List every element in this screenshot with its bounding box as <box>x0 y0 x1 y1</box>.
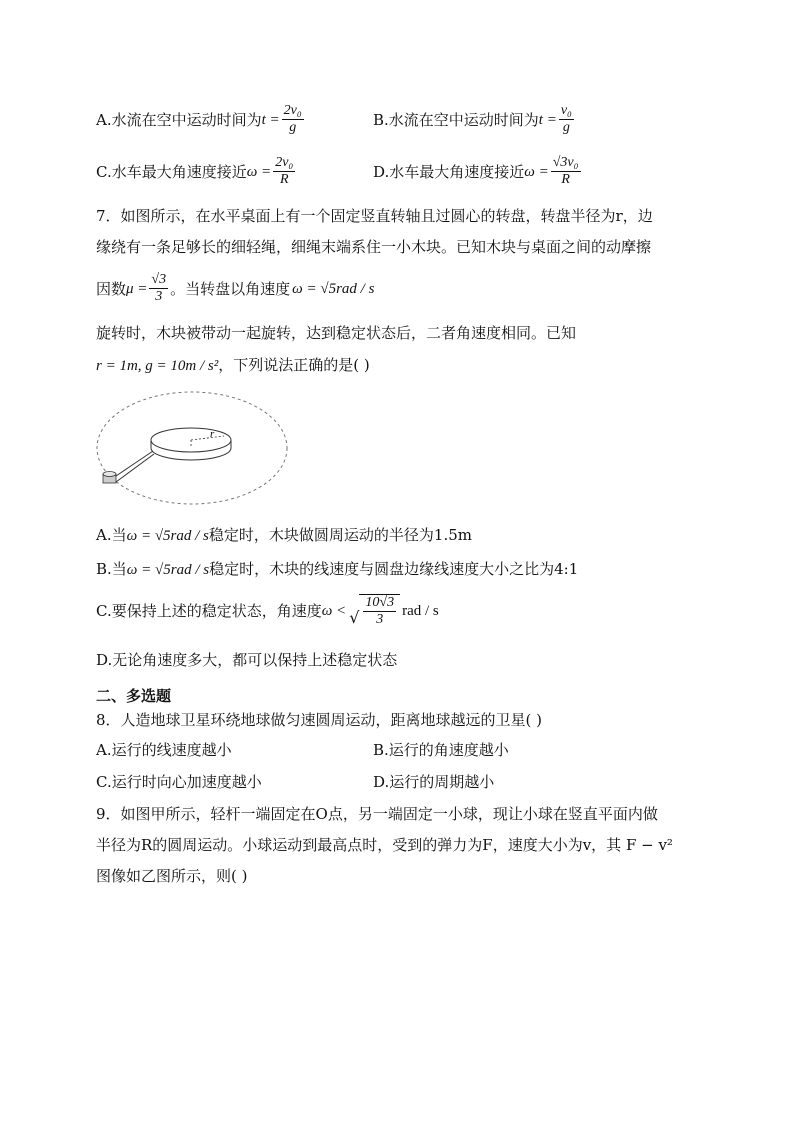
q7-option-a-text-a: A.当 <box>96 526 127 544</box>
q7-option-d: D.无论角速度多大，都可以保持上述稳定状态 <box>96 651 398 669</box>
q6-option-d-text: D.水车最大角速度接近 <box>373 162 525 181</box>
q7-option-c-radicand <box>359 594 400 628</box>
q7-stem-line-2: 缘绕有一条足够长的细轻绳，细绳末端系住一小木块。已知木块与桌面之间的动摩擦 <box>96 238 652 256</box>
q8-option-b: B.运行的角速度越小 <box>373 741 509 759</box>
q6-option-b <box>373 103 576 136</box>
q8-stem: 8．人造地球卫星环绕地球做匀速圆周运动，距离地球越远的卫星( ) <box>96 711 543 729</box>
q7-stem-line-5-text: ，下列说法正确的是( ) <box>218 356 370 374</box>
q6-option-c-fraction <box>273 155 295 188</box>
q7-turntable-figure <box>94 388 290 508</box>
q7-omega-value: ω = √5rad / s <box>292 280 375 297</box>
q7-given-values: r = 1m, g = 10m / s² <box>96 358 219 374</box>
q6-option-d <box>373 155 583 188</box>
q6-option-c <box>96 155 297 188</box>
q6-option-c-numerator: 2v₀ <box>275 155 294 170</box>
q6-option-a-numerator: 2v₀ <box>283 103 302 118</box>
q6-option-d-numerator: √3v₀ <box>552 155 579 170</box>
q6-option-c-lhs: ω = <box>246 163 272 180</box>
q7-option-c-unit: rad / s <box>402 603 439 619</box>
q7-rope <box>116 451 153 476</box>
q7-option-c-radical <box>349 594 400 628</box>
q6-option-c-text: C.水车最大角速度接近 <box>96 162 247 181</box>
q7-option-c-text: C.要保持上述的稳定状态，角速度 <box>96 602 322 620</box>
q6-option-b-fraction <box>559 103 574 136</box>
q8-option-d: D.运行的周期越小 <box>373 773 495 791</box>
sqrt-icon: √ <box>349 608 360 627</box>
q7-option-a-text-b: 稳定时，木块做圆周运动的半径为1.5m <box>208 526 472 544</box>
q7-option-a <box>96 525 472 546</box>
q8-option-c: C.运行时向心加速度越小 <box>96 773 262 791</box>
q7-stem-line-3 <box>96 272 374 305</box>
q6-option-d-fraction <box>551 155 581 188</box>
q7-mu-fraction <box>149 272 168 305</box>
q7-stem-line-5 <box>96 355 370 376</box>
q6-option-b-numerator: v₀ <box>560 103 572 118</box>
q7-option-a-math: ω = √5rad / s <box>126 528 209 544</box>
q9-stem-line-2: 半径为R的圆周运动。小球运动到最高点时，受到的弹力为F，速度大小为v，其 F − v² <box>96 836 673 854</box>
q7-mu-numerator: √3 <box>151 272 167 287</box>
q7-option-b-text-b: 稳定时，木块的线速度与圆盘边缘线速度大小之比为4:1 <box>209 560 579 578</box>
q7-block-top <box>103 472 116 477</box>
q7-stem-line-4: 旋转时，木块被带动一起旋转，达到稳定状态后，二者角速度相同。已知 <box>96 324 577 342</box>
q9-stem-line-1: 9．如图甲所示，轻杆一端固定在O点，另一端固定一小球，现让小球在竖直平面内做 <box>96 805 658 823</box>
q7-stem-line-1: 7．如图所示，在水平桌面上有一个固定竖直转轴且过圆心的转盘，转盘半径为r，边 <box>96 207 653 225</box>
q6-option-b-denominator: g <box>562 120 570 135</box>
q6-option-a-lhs: t = <box>261 111 280 128</box>
q7-option-c-fraction <box>363 595 396 628</box>
q7-rope-lower <box>116 454 154 482</box>
q9-stem-line-3: 图像如乙图所示，则( ) <box>96 867 248 885</box>
q6-option-c-denominator: R <box>279 172 289 187</box>
q8-option-a: A.运行的线速度越小 <box>96 741 232 759</box>
q7-stem-line-3-text-a: 因数 <box>96 279 127 298</box>
q7-option-b <box>96 559 578 580</box>
q7-option-b-math: ω = √5rad / s <box>126 562 210 578</box>
q7-option-c-lhs: ω < <box>321 603 347 619</box>
q6-option-a-denominator: g <box>289 120 297 135</box>
q7-option-b-text-a: B.当 <box>96 560 127 578</box>
section-heading: 二、多选题 <box>96 687 172 705</box>
q7-radius-label: r <box>210 428 215 440</box>
q6-option-d-lhs: ω = <box>524 163 549 180</box>
q7-option-c-denominator: 3 <box>376 612 384 627</box>
q6-option-d-denominator: R <box>561 172 570 187</box>
q6-option-a <box>96 103 306 136</box>
q7-stem-line-3-text-b: 。当转盘以角速度 <box>170 279 291 298</box>
q7-mu-denominator: 3 <box>155 289 163 304</box>
q7-option-c-numerator: 10√3 <box>365 595 395 610</box>
q7-option-c <box>96 594 439 628</box>
q7-mu-lhs: μ = <box>126 280 148 297</box>
q6-option-a-text: A.水流在空中运动时间为 <box>96 110 262 129</box>
q6-option-b-lhs: t = <box>538 111 557 128</box>
q6-option-a-fraction <box>282 103 304 136</box>
q6-option-b-text: B.水流在空中运动时间为 <box>373 110 539 129</box>
